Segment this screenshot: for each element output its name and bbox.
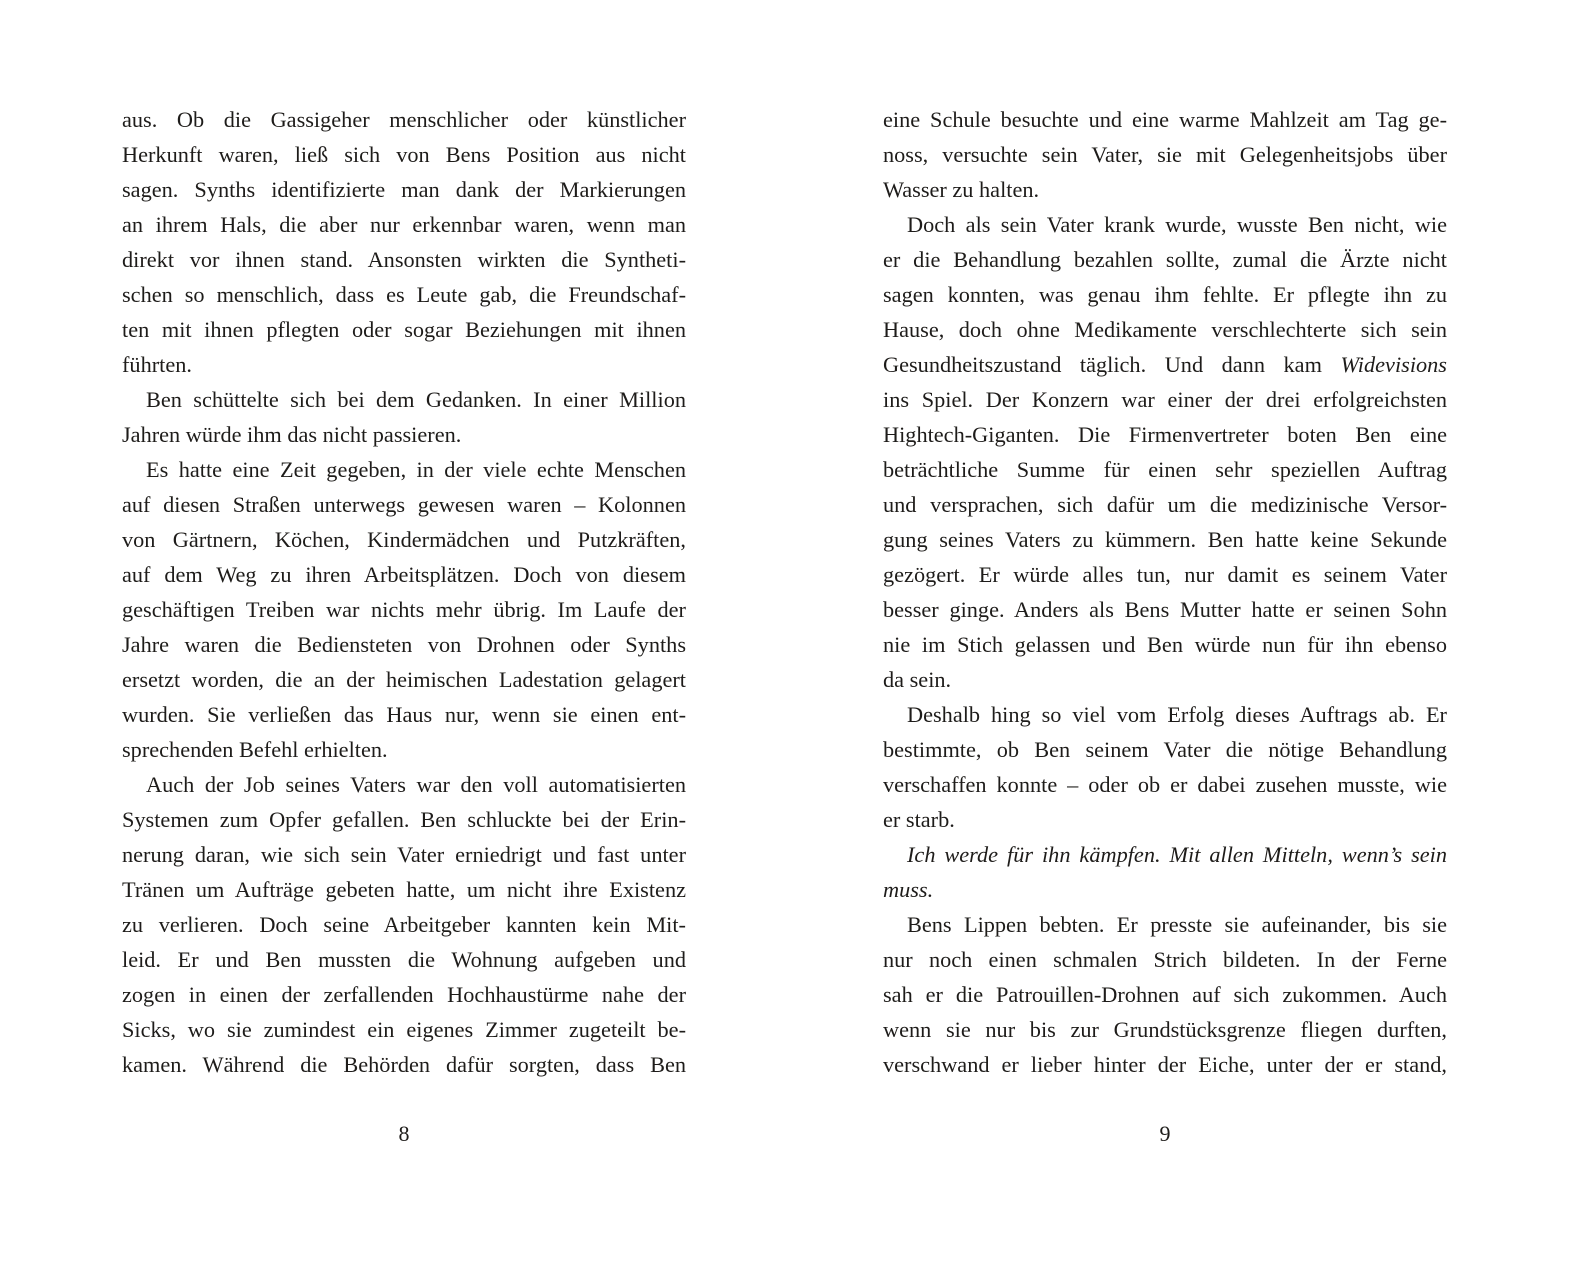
- text-line: da sein.: [883, 667, 952, 692]
- text-line: führten.: [122, 352, 192, 377]
- text-line: Bens Lippen bebten. Er presste sie aufeinander, bis sie: [907, 912, 1447, 937]
- text-line: wenn sie nur bis zur Grundstücksgrenze fliegen durften,: [883, 1017, 1447, 1042]
- text-line: Jahren würde ihm das nicht passieren.: [122, 422, 462, 447]
- text-line: Ben schüttelte sich bei dem Gedanken. In einer Million: [146, 387, 686, 412]
- text-line: schen so menschlich, dass es Leute gab, die Freundschaf-: [122, 282, 686, 307]
- text-line: Sicks, wo sie zumindest ein eigenes Zimmer zugeteilt be-: [122, 1017, 686, 1042]
- text-line: Es hatte eine Zeit gegeben, in der viele echte Menschen: [146, 457, 686, 482]
- text-line: Wasser zu halten.: [883, 177, 1040, 202]
- text-line: Gesundheitszustand täglich. Und dann kam Widevisions: [883, 352, 1447, 377]
- text-line: ins Spiel. Der Konzern war einer der drei erfolgreichsten: [883, 387, 1447, 412]
- text-line: aus. Ob die Gassigeher menschlicher oder künstlicher: [122, 107, 686, 132]
- text-line: sprechenden Befehl erhielten.: [122, 737, 388, 762]
- text-line: ersetzt worden, die an der heimischen Ladestation gelagert: [122, 667, 686, 692]
- text-line: Deshalb hing so viel vom Erfolg dieses Auftrags ab. Er: [907, 702, 1447, 727]
- text-line: beträchtliche Summe für einen sehr speziellen Auftrag: [883, 457, 1447, 482]
- text-line: Herkunft waren, ließ sich von Bens Position aus nicht: [122, 142, 686, 167]
- text-line: sah er die Patrouillen-Drohnen auf sich zukommen. Auch: [883, 982, 1447, 1007]
- text-line: Auch der Job seines Vaters war den voll automatisierten: [146, 772, 686, 797]
- text-line: an ihrem Hals, die aber nur erkennbar waren, wenn man: [122, 212, 686, 237]
- text-line: besser ginge. Anders als Bens Mutter hatte er seinen Sohn: [883, 597, 1447, 622]
- text-line: wurden. Sie verließen das Haus nur, wenn sie einen ent-: [122, 702, 686, 727]
- text-line: Hause, doch ohne Medikamente verschlechterte sich sein: [883, 317, 1447, 342]
- text-line: Hightech-Giganten. Die Firmenvertreter boten Ben eine: [883, 422, 1447, 447]
- text-line: gezögert. Er würde alles tun, nur damit es seinem Vater: [883, 562, 1447, 587]
- text-line: nerung daran, wie sich sein Vater erniedrigt und fast unter: [122, 842, 686, 867]
- text-line: er die Behandlung bezahlen sollte, zumal die Ärzte nicht: [883, 247, 1447, 272]
- text-line: verschwand er lieber hinter der Eiche, unter der er stand,: [883, 1052, 1447, 1077]
- text-line: zu verlieren. Doch seine Arbeitgeber kannten kein Mit-: [122, 912, 686, 937]
- text-line: bestimmte, ob Ben seinem Vater die nötige Behandlung: [883, 737, 1447, 762]
- text-line: noss, versuchte sein Vater, sie mit Gelegenheitsjobs über: [883, 142, 1447, 167]
- text-line: ten mit ihnen pflegten oder sogar Beziehungen mit ihnen: [122, 317, 686, 342]
- text-line: verschaffen konnte – oder ob er dabei zusehen musste, wie: [883, 772, 1447, 797]
- text-line: gung seines Vaters zu kümmern. Ben hatte keine Sekunde: [883, 527, 1447, 552]
- text-line: er starb.: [883, 807, 955, 832]
- text-line: muss.: [883, 877, 934, 902]
- page-number-left: 8: [398, 1121, 410, 1146]
- text-line: geschäftigen Treiben war nichts mehr übrig. Im Laufe der: [122, 597, 686, 622]
- text-line: auf dem Weg zu ihren Arbeitsplätzen. Doch von diesem: [122, 562, 686, 587]
- text-line: nur noch einen schmalen Strich bildeten. In der Ferne: [883, 947, 1447, 972]
- text-line: und versprachen, sich dafür um die medizinische Versor-: [883, 492, 1447, 517]
- text-line: direkt vor ihnen stand. Ansonsten wirkten die Syntheti-: [122, 247, 686, 272]
- text-line: Doch als sein Vater krank wurde, wusste Ben nicht, wie: [907, 212, 1447, 237]
- text-line: nie im Stich gelassen und Ben würde nun für ihn ebenso: [883, 632, 1447, 657]
- text-line: kamen. Während die Behörden dafür sorgten, dass Ben: [122, 1052, 686, 1077]
- text-line: eine Schule besuchte und eine warme Mahlzeit am Tag ge-: [883, 107, 1447, 132]
- page-number-right: 9: [1159, 1121, 1171, 1146]
- left-page-text: [122, 102, 686, 1082]
- text-line: Jahre waren die Bediensteten von Drohnen oder Synths: [122, 632, 686, 657]
- text-line: auf diesen Straßen unterwegs gewesen waren – Kolonnen: [122, 492, 686, 517]
- text-line: Systemen zum Opfer gefallen. Ben schluckte bei der Erin-: [122, 807, 686, 832]
- text-line: zogen in einen der zerfallenden Hochhaustürme nahe der: [122, 982, 686, 1007]
- text-line: sagen konnten, was genau ihm fehlte. Er pflegte ihn zu: [883, 282, 1447, 307]
- right-page-text: [883, 102, 1447, 1082]
- text-line: Tränen um Aufträge gebeten hatte, um nicht ihre Existenz: [122, 877, 686, 902]
- italic-title: Widevisions: [1340, 352, 1447, 377]
- text-line: leid. Er und Ben mussten die Wohnung aufgeben und: [122, 947, 686, 972]
- text-line: Ich werde für ihn kämpfen. Mit allen Mitteln, wenn’s sein: [907, 842, 1447, 867]
- text-line: sagen. Synths identifizierte man dank der Markierungen: [122, 177, 686, 202]
- text-line: von Gärtnern, Köchen, Kindermädchen und Putzkräften,: [122, 527, 686, 552]
